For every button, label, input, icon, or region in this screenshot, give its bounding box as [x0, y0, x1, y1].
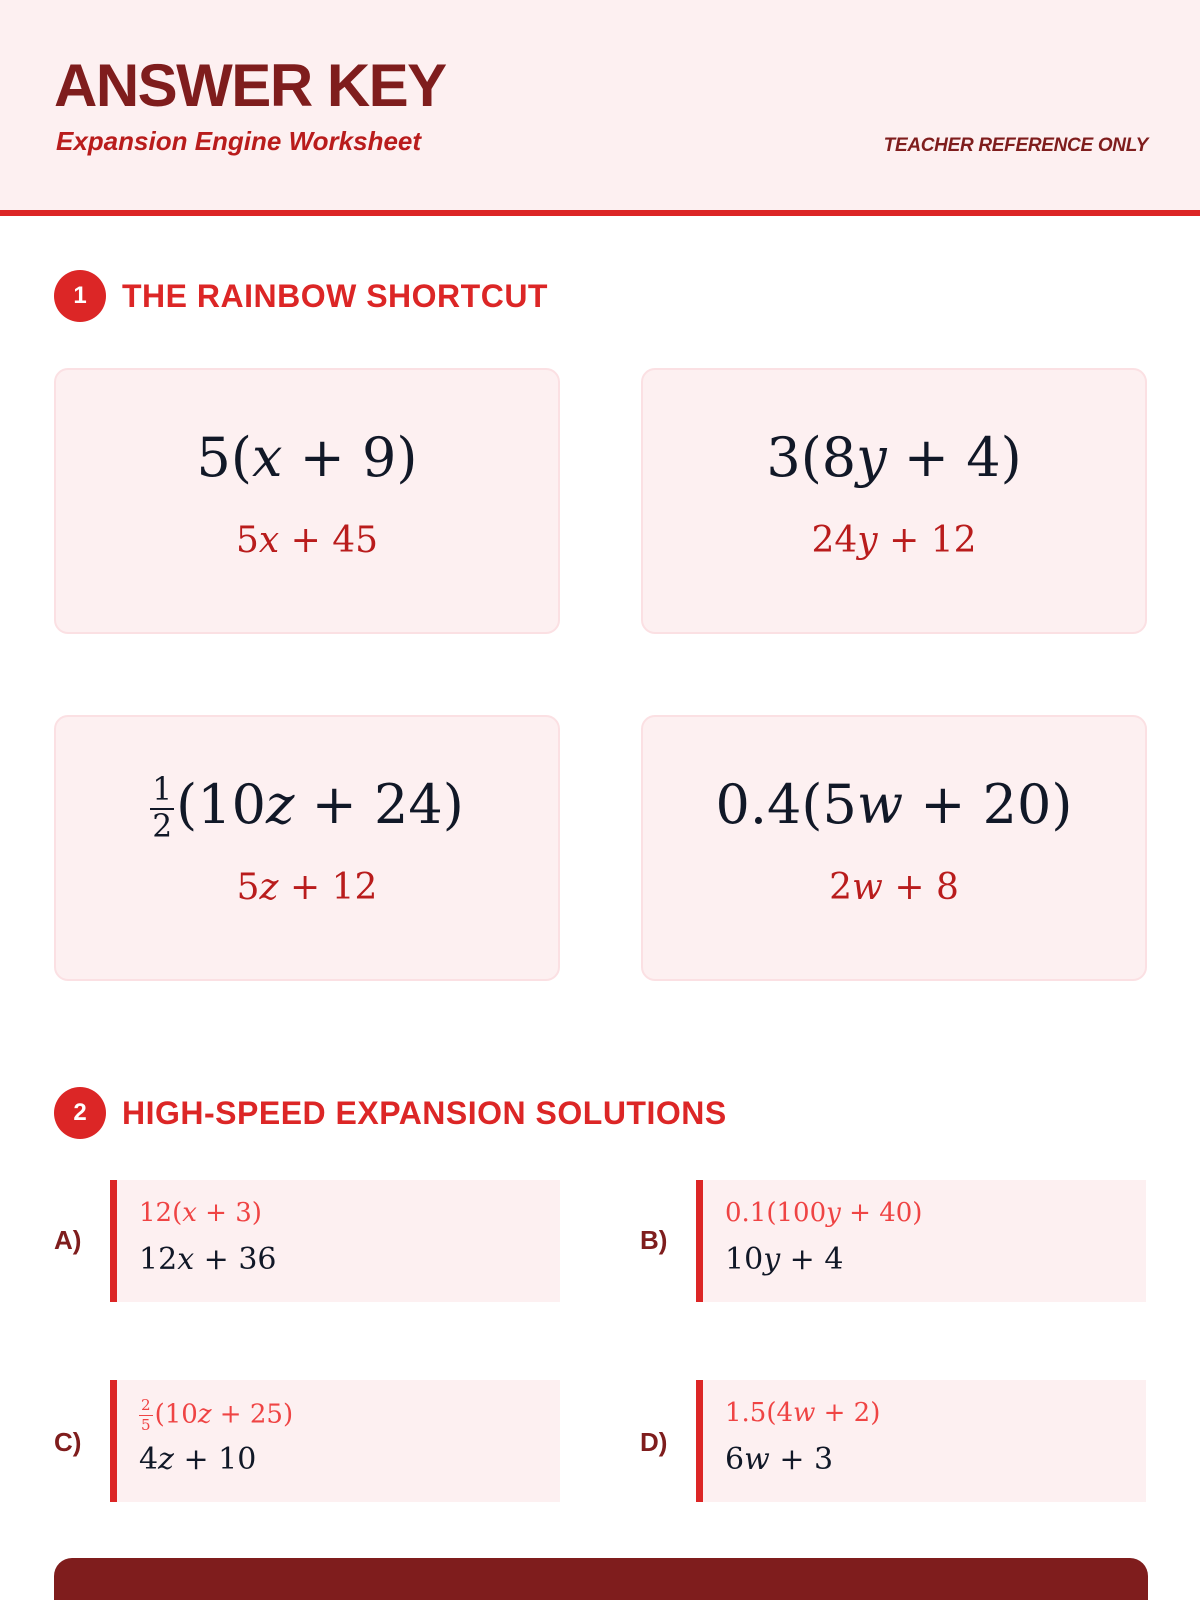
solution-answer: 12x + 36 — [139, 1242, 277, 1277]
fraction: $\frac{2}{5}$ — [141, 1396, 151, 1435]
fraction: $\frac{1}{2}$ — [152, 771, 173, 845]
solution-answer: 6w + 3 — [725, 1442, 834, 1477]
solution-label: B) — [640, 1225, 668, 1255]
problem-answer: 2w + 8 — [829, 867, 959, 908]
section-number-badge: 1 — [54, 270, 106, 322]
solution-box — [110, 1380, 560, 1502]
solution-box — [696, 1180, 1146, 1302]
problem-card — [54, 368, 560, 634]
solution-label: D) — [640, 1427, 668, 1457]
teacher-note: TEACHER REFERENCE ONLY — [883, 135, 1148, 156]
section-1-header — [54, 270, 548, 322]
solution-problem: 12(x + 3) — [139, 1198, 262, 1228]
page-title: ANSWER KEY — [54, 52, 446, 119]
problem-expression: 3(8y + 4) — [766, 426, 1022, 489]
solution-problem: 1.5(4w + 2) — [725, 1398, 881, 1428]
solution-problem: 0.1(100y + 40) — [725, 1198, 923, 1228]
section-title: HIGH-SPEED EXPANSION SOLUTIONS — [122, 1094, 727, 1131]
solution-box — [696, 1380, 1146, 1502]
footer-bar — [54, 1558, 1148, 1600]
header — [0, 0, 1200, 216]
solution-problem: $\frac{2}{5}$ (10z + 25) — [141, 1396, 294, 1435]
problem-card — [54, 715, 560, 981]
problem-answer: 5z + 12 — [236, 867, 378, 908]
problem-expression: 5(x + 9) — [196, 426, 418, 489]
problem-card — [641, 715, 1147, 981]
section-2-header — [54, 1087, 727, 1139]
solution-answer: 4z + 10 — [139, 1442, 257, 1477]
problem-answer: 24y + 12 — [811, 520, 977, 561]
problem-answer: 5x + 45 — [235, 520, 379, 561]
page-subtitle: Expansion Engine Worksheet — [56, 126, 422, 156]
problem-card — [641, 368, 1147, 634]
solution-box — [110, 1180, 560, 1302]
problem-expression: $\frac{1}{2}$ (10z + 24) — [152, 771, 464, 845]
section-title: THE RAINBOW SHORTCUT — [122, 277, 548, 314]
problem-expression: 0.4(5w + 20) — [715, 773, 1073, 836]
solution-label: C) — [54, 1427, 82, 1457]
solution-label: A) — [54, 1225, 82, 1255]
section-number-badge: 2 — [54, 1087, 106, 1139]
solution-answer: 10y + 4 — [725, 1242, 844, 1277]
